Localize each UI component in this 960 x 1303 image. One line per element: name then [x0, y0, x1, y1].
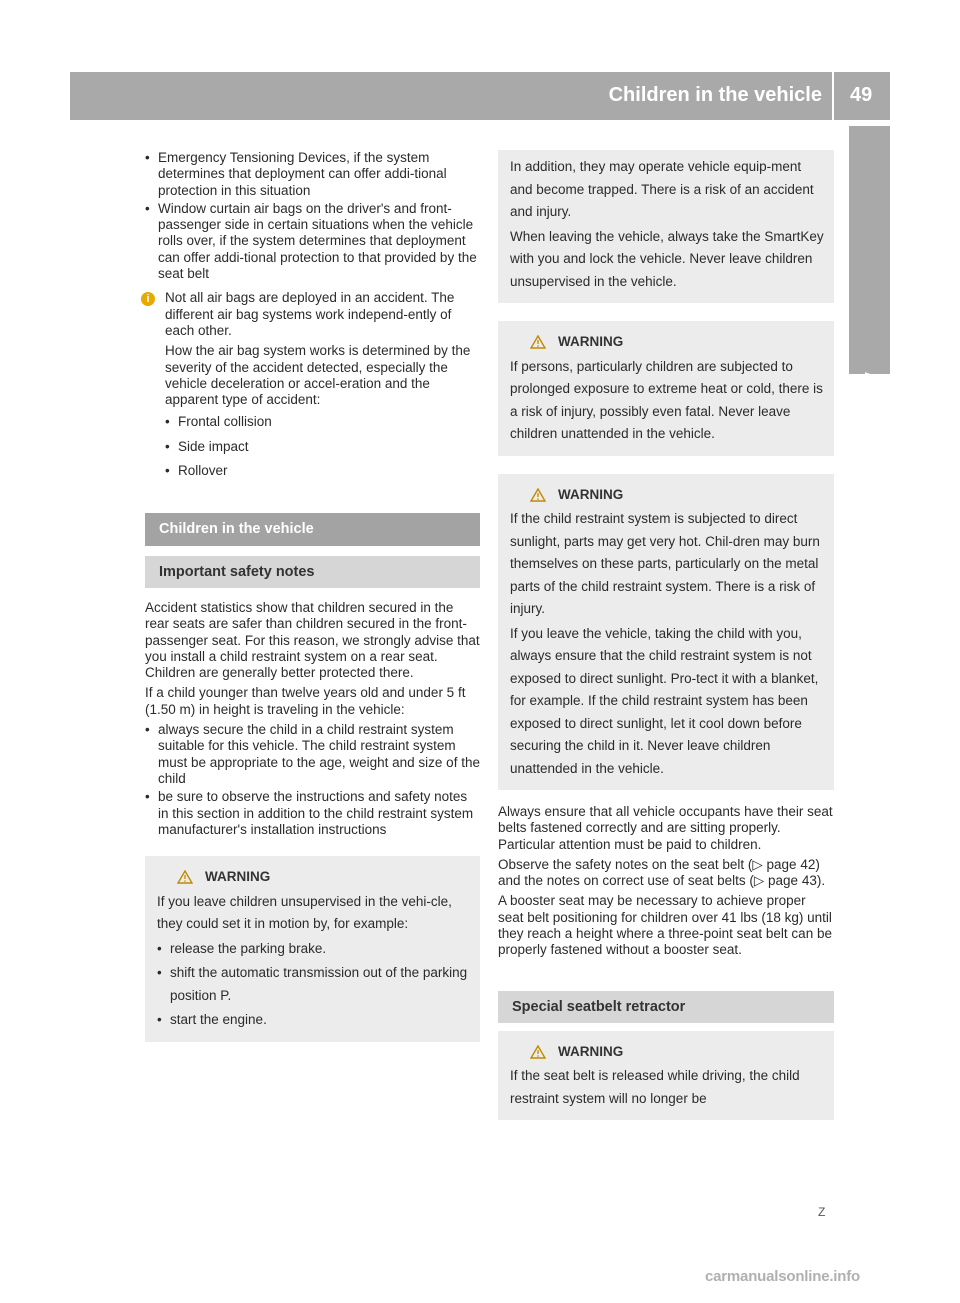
warning-triangle-icon: [177, 870, 193, 884]
warning-text: In addition, they may operate vehicle equip-ment and become trapped. There is a risk of an accident and injury.: [510, 159, 814, 219]
list-item: • Emergency Tensioning Devices, if the system determines that deployment can offer addi-tional protection in this situation: [145, 150, 480, 199]
warning-text: If you leave the vehicle, taking the child with you, always ensure that the child restraint system is not exposed to direct sunlight. Pro-tect it with a blanket, for example. If the child restraint system has been exposed to direct sunlight, let it cool down before securing the child in it. Never leave children unattended in the vehicle.: [510, 625, 819, 776]
body-paragraph: Observe the safety notes on the seat belt (▷ page 42) and the notes on correct use of seat belts (▷ page 43).: [498, 856, 826, 889]
warning-header: [510, 1041, 824, 1064]
list-item: • always secure the child in a child restraint system suitable for this vehicle. The child restraint system must be appropriate to the age, weight and size of the child: [145, 722, 480, 787]
warning-box: [498, 474, 834, 791]
list-item: • Side impact: [165, 439, 480, 455]
body-paragraph: A booster seat may be necessary to achieve proper seat belt positioning for children over 41 lbs (18 kg) until they reach a height where a three-point seat belt can be properly fastened without a booster seat.: [498, 893, 832, 958]
warning-text: If persons, particularly children are subjected to prolonged exposure to extreme heat or cold, there is a risk of injury, possibly even fatal. Never leave children unattended in the vehicle.: [510, 358, 823, 441]
warning-text: If the child restraint system is subjected to direct sunlight, parts may get very hot. Chil-dren may burn themselves on these parts, particularly on the metal parts of the child restraint system. There is a risk of injury.: [510, 511, 820, 616]
page-header-title: Children in the vehicle: [608, 84, 822, 106]
warning-label: WARNING: [558, 486, 624, 502]
list-item: • start the engine.: [157, 1009, 470, 1032]
warning-header: [510, 331, 824, 354]
list-item: • Window curtain air bags on the driver's and front-passenger side in certain situations when the vehicle rolls over, if the system determines that deployment can offer addi-tional protection to that provided by the seat belt: [145, 201, 480, 282]
warning-triangle-icon: [530, 335, 546, 349]
section-title: Children in the vehicle: [145, 513, 480, 545]
warning-header: [157, 866, 470, 889]
info-text: How the air bag system works is determined by the severity of the accident detected, especially the vehicle deceleration or accel-eration and the apparent type of accident:: [165, 343, 471, 408]
body-paragraph: Accident statistics show that children secured in the rear seats are safer than children secured in the front-passenger seat. For this reason, we strongly advise that you install a child restraint system on a rear seat. Children are generally better protected there.: [145, 599, 480, 681]
info-note: [145, 290, 480, 479]
warning-box: [498, 321, 834, 456]
warning-text: When leaving the vehicle, always take the SmartKey with you and lock the vehicle. Never leave children unsupervised in the vehicle.: [510, 228, 824, 289]
subsection-title: Special seatbelt retractor: [498, 991, 834, 1023]
watermark-link[interactable]: carmanualsonline.info: [705, 1268, 860, 1285]
continuation-mark: Z: [818, 1205, 826, 1219]
warning-label: WARNING: [558, 334, 624, 349]
header-separator: [832, 72, 834, 120]
warning-text: If the seat belt is released while driving, the child restraint system will no longer be: [510, 1068, 800, 1106]
list-item: • Frontal collision: [165, 414, 480, 430]
warning-label: WARNING: [205, 869, 271, 885]
section-side-tab-label-wrap: [859, 242, 882, 433]
list-item: • Rollover: [165, 463, 480, 479]
warning-triangle-icon: [530, 1045, 546, 1059]
warning-triangle-icon: [530, 488, 546, 502]
list-item: • release the parking brake.: [157, 938, 470, 961]
list-item: • shift the automatic transmission out of the parking position P.: [157, 962, 470, 1007]
body-paragraph: Always ensure that all vehicle occupants have their seat belts fastened correctly and are sitting properly. Particular attention must be paid to children.: [498, 804, 833, 852]
page-number: 49: [850, 84, 873, 106]
warning-label: WARNING: [558, 1043, 624, 1059]
info-text: Not all air bags are deployed in an accident. The different air bag systems work independ-ently of each other.: [165, 290, 455, 338]
subsection-title: Important safety notes: [145, 556, 480, 588]
right-column: [498, 150, 834, 1134]
warning-continued-box: [498, 150, 834, 303]
section-side-tab-label: Safety: [859, 372, 881, 433]
warning-box: [498, 1031, 834, 1121]
warning-header: [510, 484, 824, 507]
warning-text: If you leave children unsupervised in the vehi-cle, they could set it in motion by, for example:: [157, 893, 452, 932]
info-icon: i: [141, 292, 155, 306]
body-paragraph: If a child younger than twelve years old and under 5 ft (1.50 m) in height is traveling in the vehicle:: [145, 685, 466, 717]
left-column: [145, 150, 480, 1056]
warning-box: [145, 856, 480, 1042]
list-item: • be sure to observe the instructions and safety notes in this section in addition to the child restraint system manufacturer's installation instructions: [145, 789, 480, 838]
